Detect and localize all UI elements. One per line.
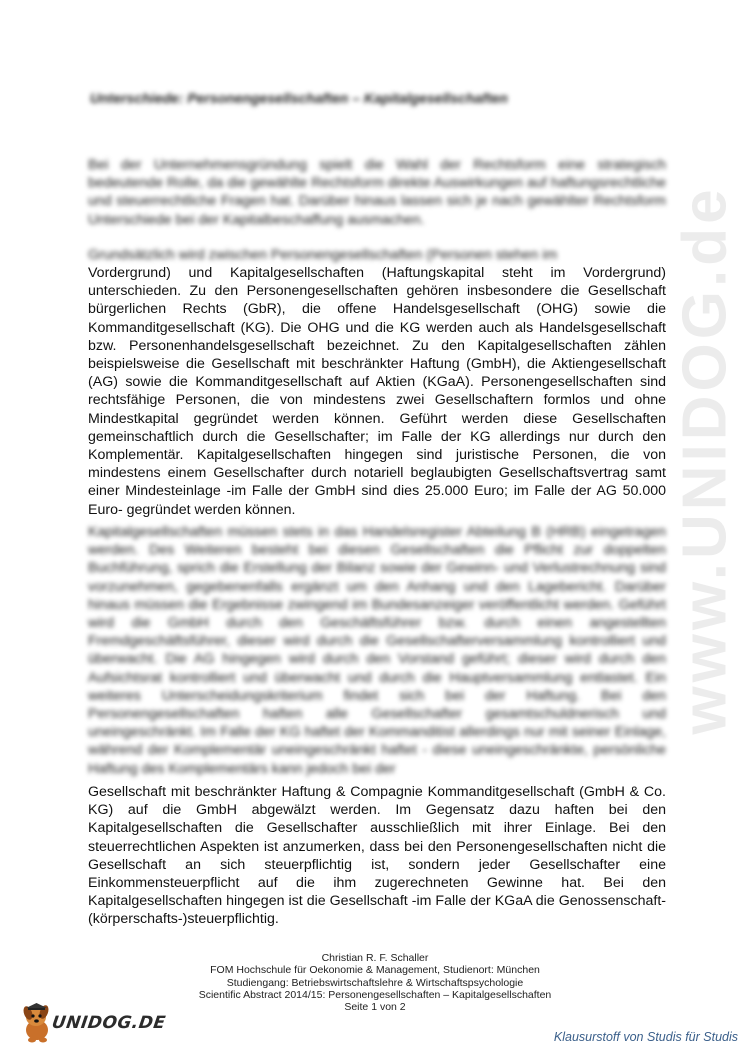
body-text-visible-top: Vordergrund) und Kapitalgesellschaften (Haftungskapital steht im Vordergrund) unterschieden. Zu den Personengesellschaften gehören insbesondere die Gesellschaft bürgerlichen Rechts (GbR), die offene Handelsgesellschaft (OHG) sowie die Kommanditgesellschaft (KG). Die OHG und die KG werden auch als Handelsgesellschaft bzw. Personenhandelsgesellschaft bezeichnet. Zu den Kapitalgesellschaften zählen beispielsweise die Gesellschaft mit beschränkter Haftung (GmbH), die Aktiengesellschaft (AG) sowie die Kommanditgesellschaft auf Aktien (KGaA). Personengesellschaften sind rechtsfähige Personen, die von mindestens zwei Gesellschaftern formlos und ohne Mindestkapital gegründet werden können. Geführt werden diese Gesellschaften gemeinschaftlich durch die Gesellschafter; im Falle der KG allerdings nur durch den Komplementär. Kapitalgesellschaften hingegen sind juristische Personen, die von mindestens einem Gesellschafter durch notariell beglaubigten Gesellschaftsvertrag samt einer Mindesteinlage -im Falle der GmbH sind dies 25.000 Euro; im Falle der AG 50.000 Euro- gegründet werden können.	[88, 265, 666, 518]
document-title: Unterschiede: Personengesellschaften – Kapitalgesellschaften	[90, 90, 508, 106]
page-footer	[150, 952, 600, 1013]
footer-program: Studiengang: Betriebswirtschaftslehre & Wirtschaftspsychologie	[226, 976, 524, 989]
tagline: Klausurstoff von Studis für Studis	[553, 1030, 738, 1044]
footer-abstract: Scientific Abstract 2014/15: Personengesellschaften – Kapitalgesellschaften	[198, 988, 552, 1001]
logo-text: UNIDOG.DE	[50, 1013, 167, 1033]
watermark: www.UNIDOG.de	[670, 185, 740, 735]
dog-mascot-icon	[22, 1000, 56, 1044]
footer-school: FOM Hochschule für Oekonomie & Management, Studienort: München	[210, 964, 540, 977]
unidog-logo[interactable]	[22, 1000, 167, 1044]
footer-author: Christian R. F. Schaller	[321, 952, 429, 964]
body-text-visible-bottom: Gesellschaft mit beschränkter Haftung & Compagnie Kommanditgesellschaft (GmbH & Co. KG) auf die GmbH abgewälzt werden. Im Gegensatz dazu haften bei den Kapitalgesellschaften die Gesellschafter ausschließlich mit ihrer Einlage. Bei den steuerrechtlichen Aspekten ist anzumerken, dass bei den Personengesellschaften nicht die Gesellschaft an sich steuerpflichtig ist, sondern jeder Gesellschafter eine Einkommensteuerpflicht auf die ihm zugerechneten Gewinne hat. Bei den Kapitalgesellschaften hingegen ist die Gesellschaft -im Falle der KGaA die Genossenschaft- (körperschafts-)steuerpflichtig.	[88, 784, 666, 928]
footer-page-number: Seite 1 von 2	[344, 1001, 406, 1014]
intro-paragraph: Bei der Unternehmensgründung spielt die Wahl der Rechtsform eine strategisch bedeutende Rolle, da die gewählte Rechtsform direkte Auswirkungen auf haftungsrechtliche und steuerrechtliche Fragen hat. Darüber hinaus lassen sich je nach gewählter Rechtsform Unterschiede bei der Kapitalbeschaffung ausmachen.	[88, 157, 666, 228]
blurred-body-section: Kapitalgesellschaften müssen stets in das Handelsregister Abteilung B (HRB) eingetragen werden. Des Weiteren besteht bei diesen Gesellschaften die Pflicht zur doppelten Buchführung, sprich die Erstellung der Bilanz sowie der Gewinn- und Verlustrechnung sind vorzunehmen, gegebenenfalls ergänzt um den Anhang und den Lagebericht. Darüber hinaus müssen die Ergebnisse zwingend im Bundesanzeiger veröffentlicht werden. Geführt wird die GmbH durch den Geschäftsführer bzw. durch einen angestellten Fremdgeschäftsführer, dieser wird durch die Gesellschafterversammlung kontrolliert und überwacht. Die AG hingegen wird durch den Vorstand geführt; dieser wird durch den Aufsichtsrat kontrolliert und überwacht und durch die Hauptversammlung entlastet. Ein weiteres Unterscheidungskriterium findet sich bei der Haftung. Bei den Personengesellschaften haften alle Gesellschafter gesamtschuldnerisch und uneingeschränkt. Im Falle der KG haftet der Kommanditist allerdings nur mit seiner Einlage, während der Komplementär uneingeschränkt haftet - diese uneingeschränkte, persönliche Haftung des Komplementärs kann jedoch bei der	[88, 524, 666, 777]
blurred-lead-line: Grundsätzlich wird zwischen Personengesellschaften (Personen stehen im	[88, 247, 558, 263]
